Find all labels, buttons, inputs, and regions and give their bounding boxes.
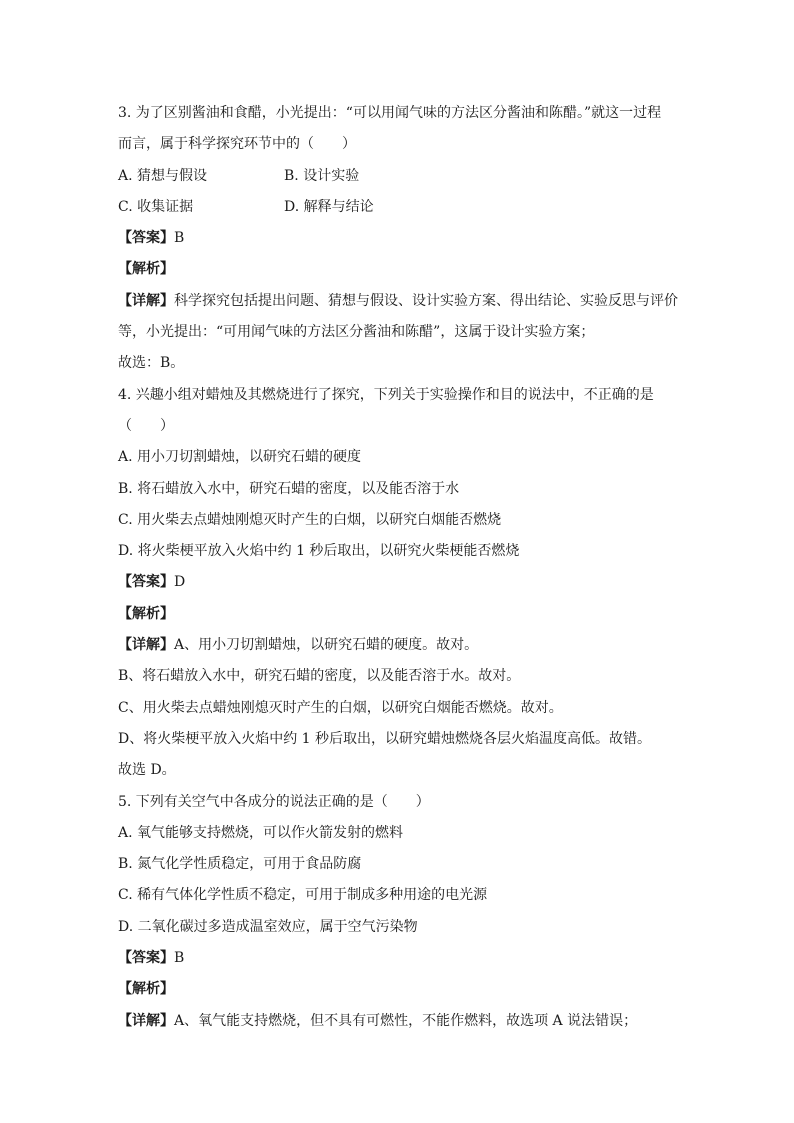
q3-detail-tag: 【详解】 (118, 292, 174, 309)
q3-option-a: A. 猜想与假设 (118, 167, 208, 184)
q3-conclusion: 故选：B。 (118, 355, 185, 372)
q5-detail-a-line (118, 1008, 678, 1039)
q5-analysis (118, 976, 678, 1007)
q4-analysis (118, 601, 678, 632)
q3-stem-line1: 3. 为了区别酱油和食醋，小光提出：“可以用闻气味的方法区分酱油和陈醋。”就这一过程 (118, 105, 662, 121)
q3-options-row2 (118, 194, 678, 225)
q4-analysis-tag: 【解析】 (118, 605, 174, 622)
q3-analysis-tag: 【解析】 (118, 261, 174, 278)
q4-detail-a-line (118, 632, 678, 663)
q4-conclusion: 故选 D。 (118, 762, 176, 779)
q4-detail-c: C、用火柴去点蜡烛刚熄灭时产生的白烟，以研究白烟能否燃烧。故对。 (118, 699, 563, 716)
q3-answer (118, 225, 678, 256)
q4-detail-d: D、将火柴梗平放入火焰中约 1 秒后取出，以研究蜡烛燃烧各层火焰温度高低。故错。 (118, 730, 652, 747)
q5-stem-line1: 5. 下列有关空气中各成分的说法正确的是（ ） (118, 793, 430, 810)
q3-option-b: B. 设计实验 (284, 167, 360, 184)
q5-analysis-tag: 【解析】 (118, 981, 174, 998)
q3-detail-text1: 科学探究包括提出问题、猜想与假设、设计实验方案、得出结论、实验反思与评价 (174, 292, 678, 309)
q4-detail-a: A、用小刀切割蜡烛，以研究石蜡的硬度。故对。 (174, 637, 479, 654)
q5-detail-tag: 【详解】 (118, 1012, 174, 1029)
q4-option-d: D. 将火柴梗平放入火焰中约 1 秒后取出，以研究火柴梗能否燃烧 (118, 543, 520, 560)
q4-option-b: B. 将石蜡放入水中，研究石蜡的密度，以及能否溶于水 (118, 480, 460, 497)
q4-answer (118, 569, 678, 600)
q5-answer-tag: 【答案】 (118, 950, 174, 967)
q4-answer-tag: 【答案】 (118, 574, 174, 591)
q4-detail-tag: 【详解】 (118, 637, 174, 654)
q5-detail-a: A、氧气能支持燃烧，但不具有可燃性，不能作燃料，故选项 A 说法错误； (174, 1012, 638, 1029)
document-page (118, 100, 678, 1039)
q5-answer-value: B (174, 950, 185, 967)
q3-detail-line1 (118, 288, 678, 319)
q4-answer-value: D (174, 574, 186, 591)
q3-options-row1 (118, 163, 678, 194)
q5-answer (118, 945, 678, 976)
q3-analysis (118, 256, 678, 287)
q4-stem-line1: 4. 兴趣小组对蜡烛及其燃烧进行了探究，下列关于实验操作和目的说法中，不正确的是 (118, 386, 654, 403)
q5-option-b: B. 氮气化学性质稳定，可用于食品防腐 (118, 856, 362, 873)
q3-option-d: D. 解释与结论 (284, 198, 374, 215)
q4-stem-line2: （ ） (118, 417, 174, 434)
q3-answer-value: B (174, 230, 185, 247)
q3-option-c: C. 收集证据 (118, 198, 194, 215)
q4-option-a: A. 用小刀切割蜡烛，以研究石蜡的硬度 (118, 449, 362, 466)
q4-option-c: C. 用火柴去点蜡烛刚熄灭时产生的白烟，以研究白烟能否燃烧 (118, 511, 502, 528)
q3-answer-tag: 【答案】 (118, 230, 174, 247)
q3-stem-line2: 而言，属于科学探究环节中的（ ） (118, 136, 356, 153)
q4-detail-b: B、将石蜡放入水中，研究石蜡的密度，以及能否溶于水。故对。 (118, 668, 521, 685)
q5-option-a: A. 氧气能够支持燃烧，可以作火箭发射的燃料 (118, 824, 404, 841)
q3-detail-line2: 等，小光提出：“可用闻气味的方法区分酱油和陈醋”，这属于设计实验方案； (118, 324, 595, 341)
q5-option-d: D. 二氧化碳过多造成温室效应，属于空气污染物 (118, 918, 418, 935)
q5-option-c: C. 稀有气体化学性质不稳定，可用于制成多种用途的电光源 (118, 887, 488, 904)
